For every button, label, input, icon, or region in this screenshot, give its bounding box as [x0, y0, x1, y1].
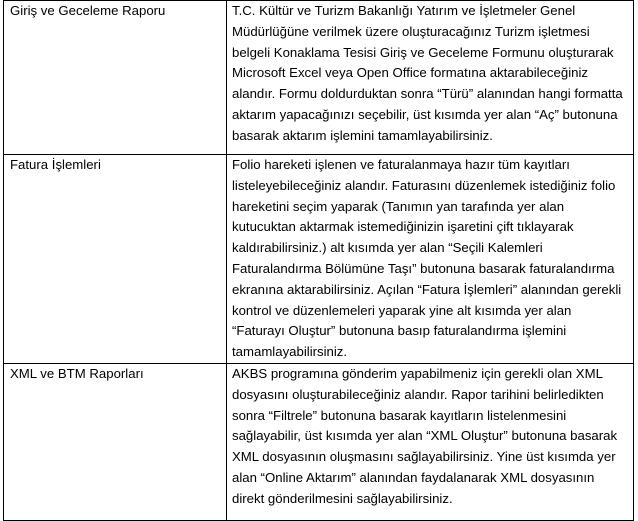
row-description: AKBS programına gönderim yapabilmeniz için gerekli olan XML dosyasını oluşturabileceğiniz alandır. Rapor tarihini belirledikten sonra “Filtrele” butonuna basarak kayıtların listelenmesini sağlayabilir, üst kısımda yer alan “XML Oluştur” butonuna basarak XML dosyasının oluşmasını sağlayabilirsiniz. Yine üst kısımda yer alan “Online Aktarım” alanından faydalanarak XML dosyasının direkt gönderilmesini sağlayabilirsiniz. [227, 363, 634, 520]
row-label: XML ve BTM Raporları [4, 363, 227, 520]
row-label: Giriş ve Geceleme Raporu [4, 1, 227, 155]
row-label: Fatura İşlemleri [4, 155, 227, 364]
report-description-table [3, 0, 634, 521]
row-description: Folio hareketi işlenen ve faturalanmaya hazır tüm kayıtları listeleyebileceğiniz alandır. Faturasını düzenlemek istediğiniz folio hareketini seçim yaparak (Tanımın yan tarafında yer alan kutucuktan aktarmak istemediğinizin işaretini çift tıklayarak kaldırabilirsiniz.) alt kısımda yer alan “Seçili Kalemleri Faturalandırma Bölümüne Taşı” butonuna basarak faturalandırma ekranına aktarabilirsiniz. Açılan “Fatura İşlemleri” alanından gerekli kontrol ve düzenlemeleri yaparak yine alt kısımda yer alan “Faturayı Oluştur” butonuna basıp faturalandırma işlemini tamamlayabilirsiniz. [227, 155, 634, 364]
table-row [4, 1, 634, 155]
table-row [4, 363, 634, 520]
row-description: T.C. Kültür ve Turizm Bakanlığı Yatırım ve İşletmeler Genel Müdürlüğüne verilmek üzere oluşturacağınız Turizm işletmesi belgeli Konaklama Tesisi Giriş ve Geceleme Formunu oluşturarak Microsoft Excel veya Open Office formatına aktarabileceğiniz alandır. Formu doldurduktan sonra “Türü” alanından hangi formatta aktarım yapacağınızı seçebilir, üst kısımda yer alan “Aç” butonuna basarak aktarım işlemini tamamlayabilirsiniz. [227, 1, 634, 155]
table-row [4, 155, 634, 364]
